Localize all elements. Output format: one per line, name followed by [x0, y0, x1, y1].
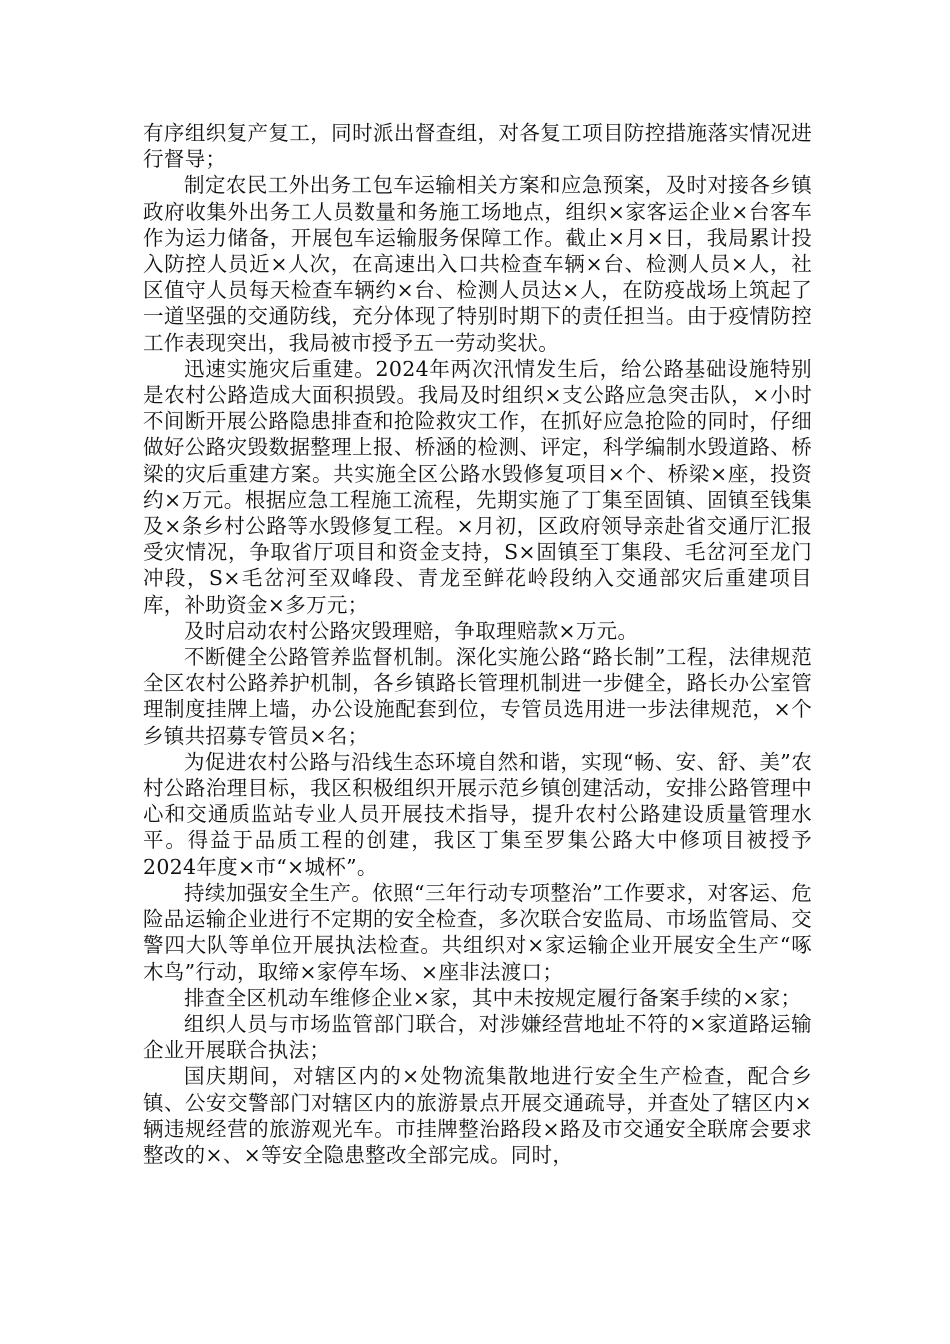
paragraph: 排查全区机动车维修企业×家，其中未按规定履行备案手续的×家；: [184, 985, 802, 1010]
paragraph: 及时启动农村公路灾毁理赔，争取理赔款×万元。: [184, 618, 639, 643]
paragraph: 国庆期间，对辖区内的×处物流集散地进行安全生产检查，配合乡镇、公安交警部门对辖区内的旅游景点开展交通疏导，并查处了辖区内×辆违规经营的旅游观光车。市挂牌整治路段×路及市交通安全联席会要求整改的×、×等安全隐患整改全部完成。同时，: [143, 1064, 812, 1167]
paragraph: 持续加强安全生产。依照“三年行动专项整治”工作要求，对客运、危险品运输企业进行不定期的安全检查，多次联合安监局、市场监管局、交警四大队等单位开展执法检查。共组织对×家运输企业开展安全生产“啄木鸟”行动，取缔×家停车场、×座非法渡口；: [143, 880, 812, 984]
paragraph: 有序组织复产复工，同时派出督查组，对各复工项目防控措施落实情况进行督导；: [143, 121, 812, 172]
paragraph: 组织人员与市场监管部门联合，对涉嫌经营地址不符的×家道路运输企业开展联合执法；: [143, 1011, 812, 1063]
paragraph: 迅速实施灾后重建。2024年两次汛情发生后，给公路基础设施特别是农村公路造成大面积损毁。我局及时组织×支公路应急突击队，×小时不间断开展公路隐患排查和抢险救灾工作，在抓好应急抢险的同时，仔细做好公路灾毁数据整理上报、桥涵的检测、评定，科学编制水毁道路、桥梁的灾后重建方案。共实施全区公路水毁修复项目×个、桥梁×座，投资约×万元。根据应急工程施工流程，先期实施了丁集至固镇、固镇至钱集及×条乡村公路等水毁修复工程。×月初，区政府领导亲赴省交通厅汇报受灾情况，争取省厅项目和资金支持，S×固镇至丁集段、毛岔河至龙门冲段，S×毛岔河至双峰段、青龙至鲜花岭段纳入交通部灾后重建项目库，补助资金×多万元；: [143, 356, 812, 617]
document-body: [143, 120, 812, 1168]
paragraph: 制定农民工外出务工包车运输相关方案和应急预案，及时对接各乡镇政府收集外出务工人员数量和务施工场地点，组织×家客运企业×台客车作为运力储备，开展包车运输服务保障工作。截止×月×日，我局累计投入防控人员近×人次，在高速出入口共检查车辆×台、检测人员×人，社区值守人员每天检查车辆约×台、检测人员达×人，在防疫战场上筑起了一道坚强的交通防线，充分体现了特别时期下的责任担当。由于疫情防控工作表现突出，我局被市授予五一劳动奖状。: [143, 173, 812, 355]
paragraph: 不断健全公路管养监督机制。深化实施公路“路长制”工程，法律规范全区农村公路养护机制，各乡镇路长管理机制进一步健全，路长办公室管理制度挂牌上墙，办公设施配套到位，专管员选用进一步法律规范，×个乡镇共招募专管员×名；: [143, 645, 812, 748]
paragraph: 为促进农村公路与沿线生态环境自然和谐，实现“畅、安、舒、美”农村公路治理目标，我区积极组织开展示范乡镇创建活动，安排公路管理中心和交通质监站专业人员开展技术指导，提升农村公路建设质量管理水平。得益于品质工程的创建，我区丁集至罗集公路大中修项目被授予2024年度×市“×城杯”。: [143, 749, 812, 879]
